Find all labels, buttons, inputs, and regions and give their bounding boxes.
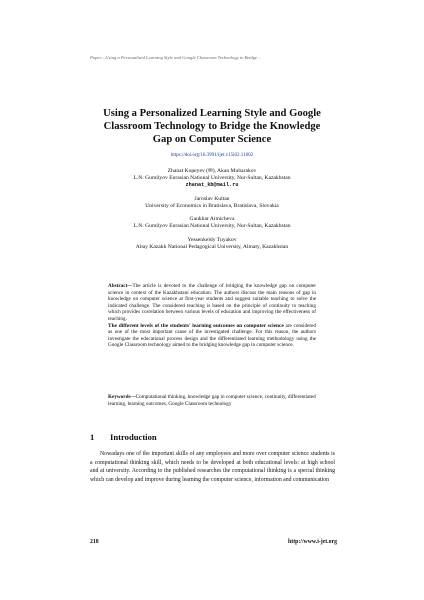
abstract-text-2: are considered as one of the most important cause of the investigated challenge. For this reason, the authors investigate the educational process design and the differentiated learning methodology using the Google Classroom technology aimed to the bridging knowledge gap in computer science. [108, 322, 316, 349]
author-name: Yessenkeldy Tuyakov [187, 236, 237, 243]
author-name: Zhanat Kopeyev (✉), Akan Mubarakov [167, 168, 257, 174]
abstract-paragraph [108, 283, 316, 323]
author-block [90, 196, 334, 210]
author-affiliation: University of Economics in Bratislava, Bratislava, Slovakia [145, 202, 279, 209]
author-email[interactable]: zhanat_kb@mail.ru [185, 182, 239, 188]
author-list [90, 168, 334, 257]
page-number: 218 [90, 539, 99, 545]
keywords-label: Keywords— [108, 394, 136, 400]
abstract-label: Abstract— [108, 283, 133, 289]
author-block [90, 237, 334, 251]
journal-url[interactable]: http://www.i-jet.org [288, 539, 337, 545]
section-number: 1 [90, 432, 95, 442]
abstract [108, 283, 316, 349]
author-name: Jaroslav Kultan [194, 195, 230, 202]
author-affiliation: L.N. Gumilyov Eurasian National University, Nur-Sultan, Kazakhstan [133, 223, 291, 229]
abstract-lead: The different levels of the students' learning outcomes on computer science [108, 322, 284, 329]
section-title: Introduction [110, 432, 157, 442]
section-heading [90, 432, 340, 442]
running-head: Paper—Using a Personalized Learning Style and Google Classroom Technology to Bridge… [90, 55, 262, 60]
body-paragraph: Nowadays one of the important skills of any employees and more over computer science students is a computational thinking skill, which needs to be developed at both educational levels: at high school and at university. According to the published researches the computational thinking is a special thinking which can develop and improve during learning the computer science, information and communication [90, 451, 335, 483]
doi-link[interactable]: https://doi.org/10.3991/ijet.v15i02.11602 [170, 153, 254, 158]
author-affiliation: Abay Kazakh National Pedagogical University, Almaty, Kazakhstan [135, 243, 289, 250]
paper-title: Using a Personalized Learning Style and Google Classroom Technology to Bridge the Knowledge Gap on Computer Science [103, 108, 321, 146]
author-block [90, 168, 334, 189]
body-text [90, 450, 335, 484]
abstract-paragraph-2 [108, 323, 316, 349]
keywords [108, 394, 316, 407]
author-affiliation: L.N. Gumilyov Eurasian National University, Nur-Sultan, Kazakhstan [133, 175, 291, 181]
keywords-text: Computational thinking, knowledge gap in computer science, continuity, differentiated learning, learning outcomes, Google Classroom technology [108, 394, 316, 407]
author-name: Gaukhar Aimicheva [189, 216, 235, 222]
abstract-text: The article is devoted to the challenge of bridging the knowledge gap on computer science in context of the Kazakhstani education. The authors discuss the main reasons of gap in knowledge on computer science at first-year students and suggest suitable teaching to solve the indicated challenge. The considered teaching is based on the principle of continuity to teaching which provides correlation between various levels of education and improving the effectiveness of teaching. [108, 283, 316, 322]
author-block [90, 216, 334, 230]
